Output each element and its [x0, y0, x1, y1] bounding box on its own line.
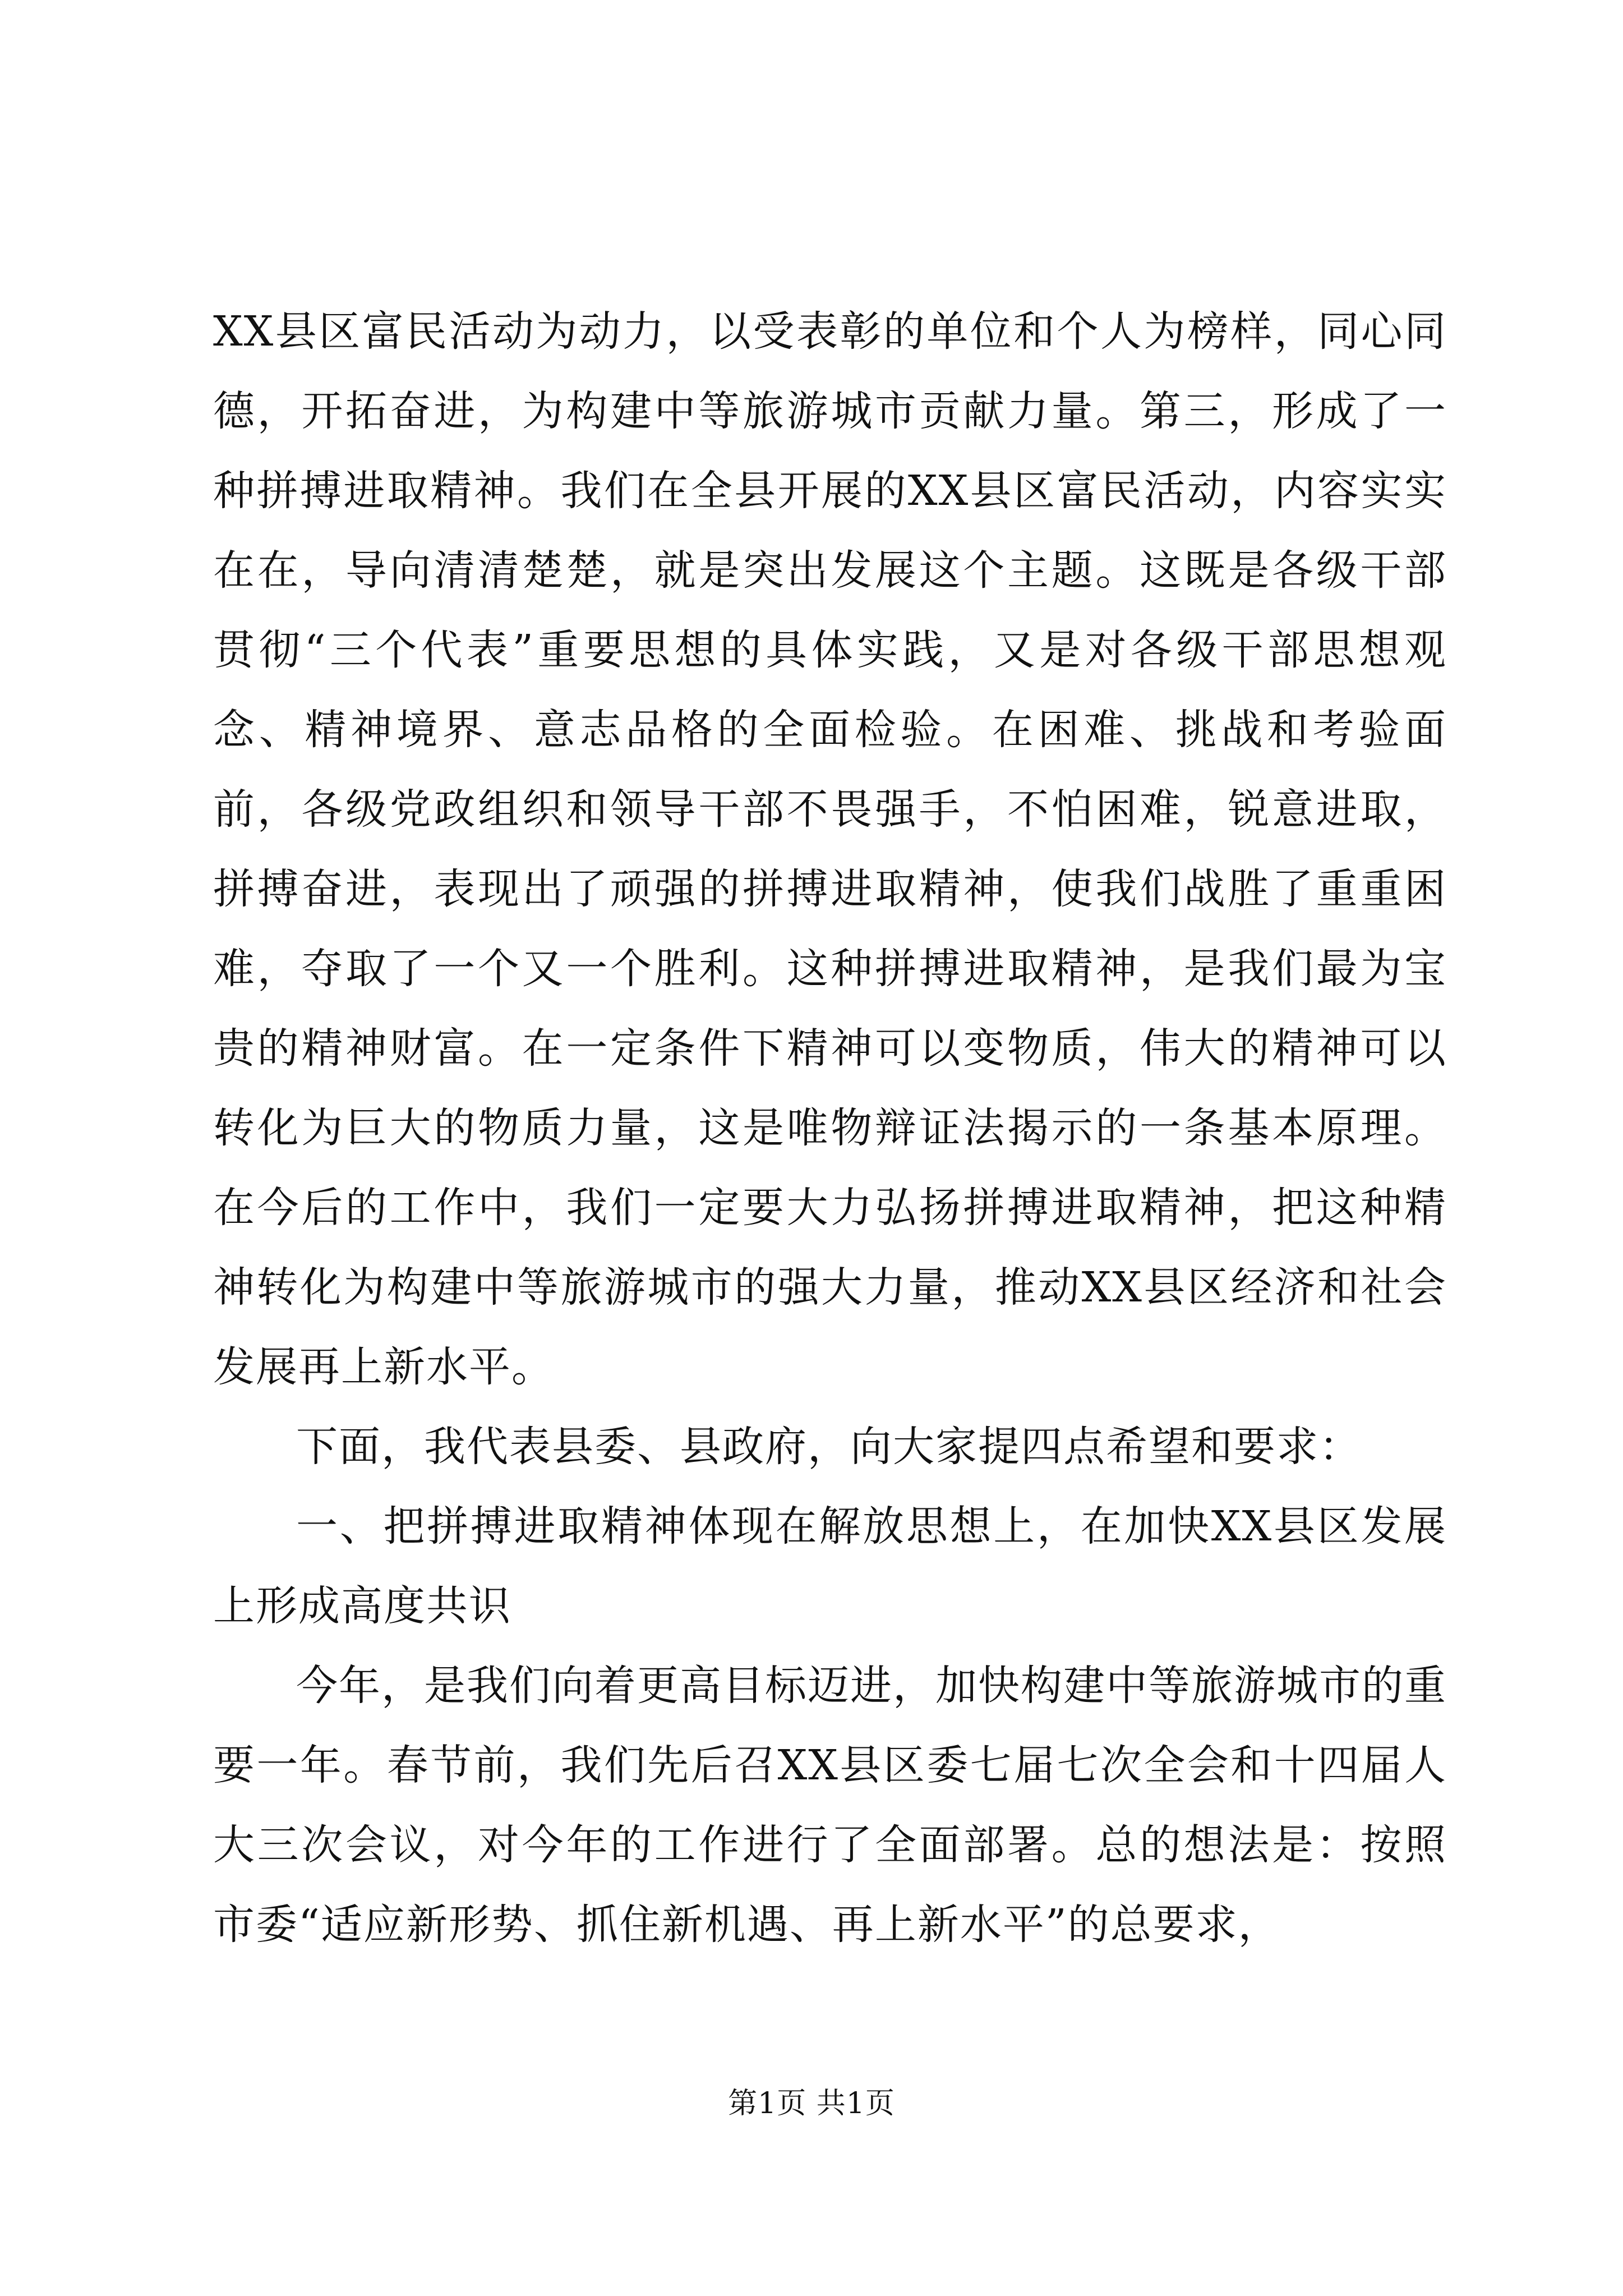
paragraph-1: XX县区富民活动为动力，以受表彰的单位和个人为榜样，同心同德，开拓奋进，为构建中等旅游城市贡献力量。第三，形成了一种拼搏进取精神。我们在全县开展的XX县区富民活动，内容实实在在，导向清清楚楚，就是突出发展这个主题。这既是各级干部贯彻“三个代表”重要思想的具体实践，又是对各级干部思想观念、精神境界、意志品格的全面检验。在困难、挑战和考验面前，各级党政组织和领导干部不畏强手，不怕困难，锐意进取，拼搏奋进，表现出了顽强的拼搏进取精神，使我们战胜了重重困难，夺取了一个又一个胜利。这种拼搏进取精神，是我们最为宝贵的精神财富。在一定条件下精神可以变物质，伟大的精神可以转化为巨大的物质力量，这是唯物辩证法揭示的一条基本原理。在今后的工作中，我们一定要大力弘扬拼搏进取精神，把这种精神转化为构建中等旅游城市的强大力量，推动XX县区经济和社会发展再上新水平。: [213, 307, 1447, 1391]
page-footer: [0, 2084, 1623, 2123]
paragraph-4: 今年，是我们向着更高目标迈进，加快构建中等旅游城市的重要一年。春节前，我们先后召XX县区委七届七次全会和十四届人大三次会议，对今年的工作进行了全面部署。总的想法是：按照市委“适应新形势、抓住新机遇、再上新水平”的总要求，: [213, 1662, 1447, 1949]
page-number-label: 第1页 共1页: [728, 2087, 895, 2120]
paragraph-3-heading: 一、把拼搏进取精神体现在解放思想上，在加快XX县区发展上形成高度共识: [213, 1502, 1447, 1630]
paragraph-2: 下面，我代表县委、县政府，向大家提四点希望和要求：: [296, 1423, 1362, 1471]
document-body: [213, 292, 1447, 1964]
